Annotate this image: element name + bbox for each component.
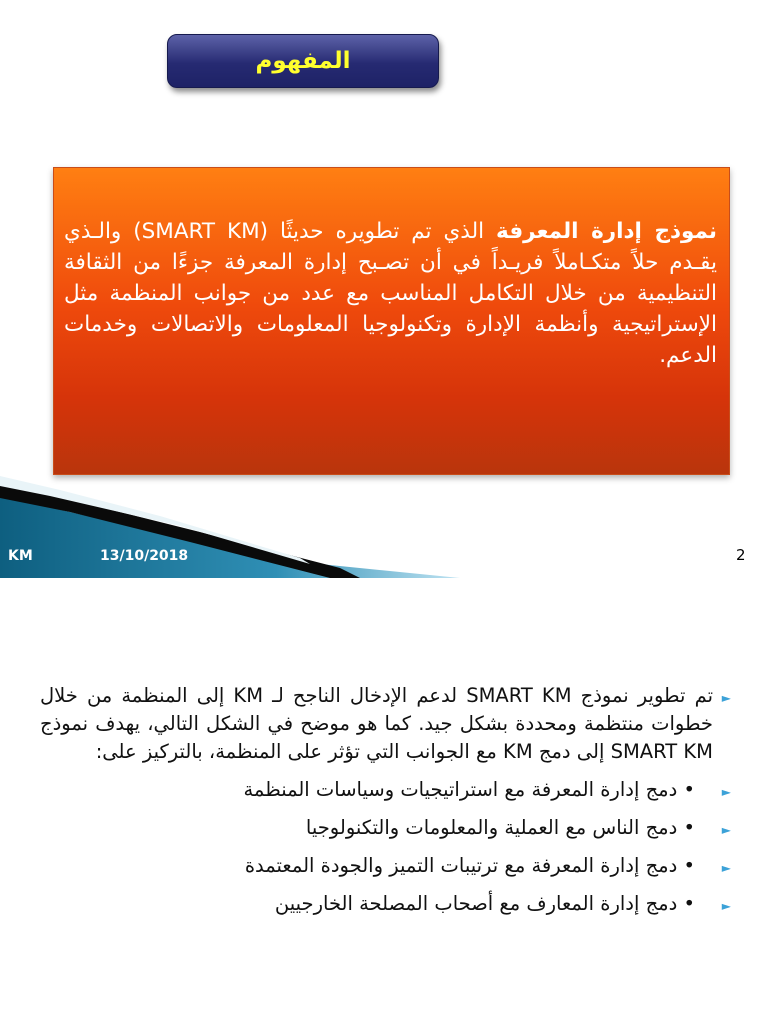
page-number: 2 — [736, 546, 746, 564]
triangle-bullet-icon: ► — [721, 691, 731, 705]
bullet-list — [40, 682, 731, 918]
sub-bullet-item — [40, 814, 731, 842]
main-bullet — [40, 682, 731, 766]
sub-bullet-text: • دمج إدارة المعرفة مع ترتيبات التميز والجودة المعتمدة — [244, 854, 695, 877]
sub-bullet-item — [40, 890, 731, 918]
content-bold-term: نموذج إدارة المعرفة — [496, 219, 718, 244]
triangle-bullet-icon: ► — [721, 785, 731, 799]
footer-date: 13/10/2018 — [100, 548, 189, 564]
sub-bullet-text: • دمج إدارة المعرفة مع استراتيجيات وسياسات المنظمة — [243, 778, 695, 801]
slide-title: المفهوم — [255, 48, 351, 74]
triangle-bullet-icon: ► — [721, 823, 731, 837]
sub-bullet-text: • دمج الناس مع العملية والمعلومات والتكنولوجيا — [305, 816, 695, 839]
content-body: الذي تم تطويره حديثًا (SMART KM) والـذي يقـدم حلاً متكـاملاً فريـداً في أن تصـبح إدارة المعرفة جزءًا من الثقافة التنظيمية من خلال التكامل المناسب مع عدد من جوانب المنظمة مثل الإستراتيجية وأنظمة الإدارة وتكنولوجيا المعلومات والاتصالات وخدمات الدعم. — [64, 219, 717, 368]
triangle-bullet-icon: ► — [721, 899, 731, 913]
footer-ribbon — [0, 476, 460, 578]
slide-title-box — [167, 34, 439, 88]
content-text — [64, 216, 717, 371]
triangle-bullet-icon: ► — [721, 861, 731, 875]
sub-bullet-item — [40, 852, 731, 880]
sub-bullet-list — [40, 776, 731, 918]
footer-label: KM — [8, 548, 33, 564]
sub-bullet-item — [40, 776, 731, 804]
main-bullet-text: تم تطوير نموذج SMART KM لدعم الإدخال الناجح لـ KM إلى المنظمة من خلال خطوات منتظمة ومحددة بشكل جيد. كما هو موضح في الشكل التالي، يهدف نموذج SMART KM إلى دمج KM مع الجوانب التي تؤثر على المنظمة، بالتركيز على: — [40, 684, 713, 763]
sub-bullet-text: • دمج إدارة المعارف مع أصحاب المصلحة الخارجيين — [274, 892, 695, 915]
content-box — [53, 167, 730, 475]
